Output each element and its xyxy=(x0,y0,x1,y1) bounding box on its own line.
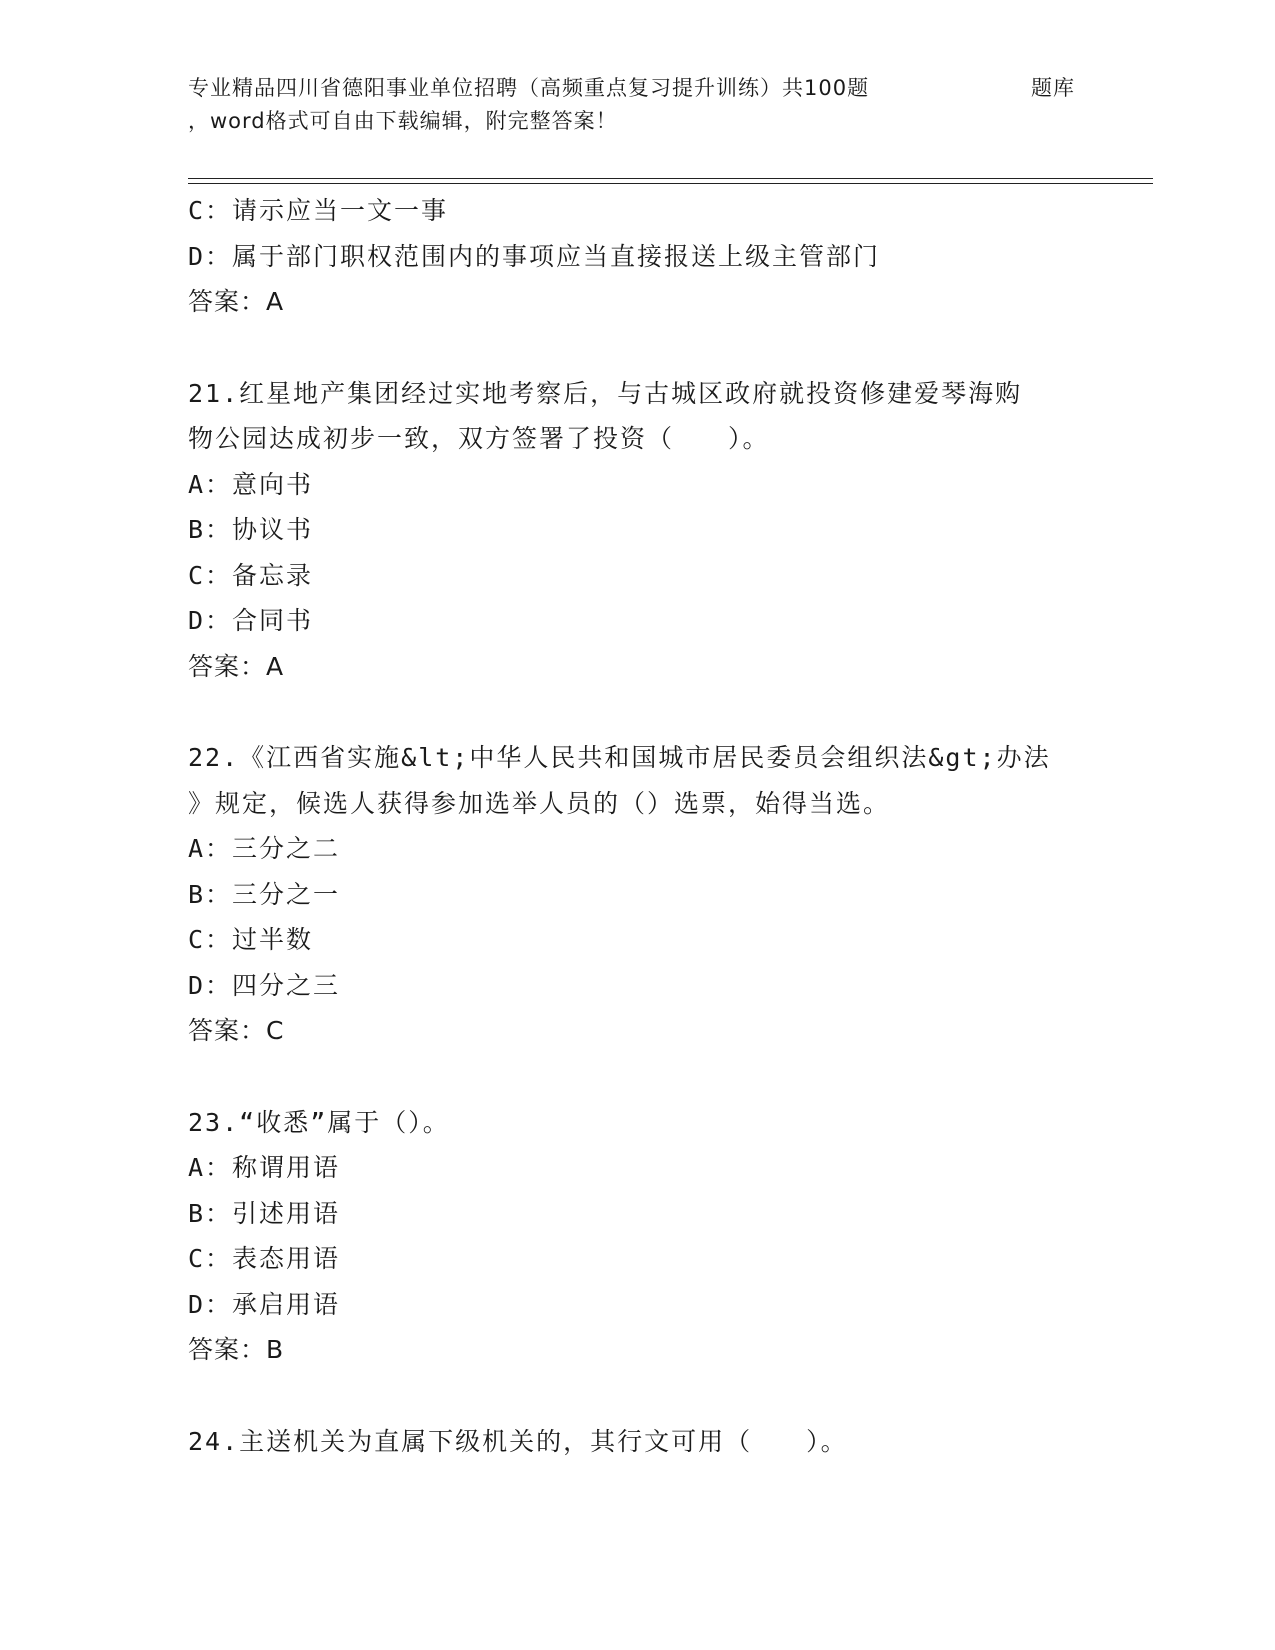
question-text: 23.“收悉”属于（）。 xyxy=(188,1107,450,1137)
option-b: B：三分之一 xyxy=(188,879,341,909)
option-d: D：承启用语 xyxy=(188,1289,341,1319)
option-b: B：引述用语 xyxy=(188,1198,341,1228)
option-c: C：表态用语 xyxy=(188,1244,341,1273)
question-23 xyxy=(188,1100,1088,1373)
answer-line: 答案：B xyxy=(188,1335,285,1364)
option-a: A：意向书 xyxy=(188,469,314,499)
question-24 xyxy=(188,1419,1088,1465)
header-title-line2: ，word格式可自由下载编辑，附完整答案！ xyxy=(188,109,618,133)
option-c: C：备忘录 xyxy=(188,560,314,590)
question-list xyxy=(188,188,1088,1464)
option-a: A：三分之二 xyxy=(188,834,341,863)
question-21 xyxy=(188,371,1088,690)
question-text: 24.主送机关为直属下级机关的，其行文可用（ ）。 xyxy=(188,1426,848,1456)
question-22 xyxy=(188,735,1088,1054)
previous-question-continuation xyxy=(188,188,1088,325)
question-text: 21.红星地产集团经过实地考察后，与古城区政府就投资修建爱琴海购 xyxy=(188,378,1023,408)
header-tag: 题库 xyxy=(1031,76,1075,100)
header-rule-top xyxy=(188,178,1153,179)
question-text: 22.《江西省实施&lt;中华人民共和国城市居民委员会组织法&gt;办法 xyxy=(188,743,1051,772)
option-c: C：请示应当一文一事 xyxy=(188,196,449,225)
header-title: 专业精品四川省德阳事业单位招聘（高频重点复习提升训练）共100题 xyxy=(188,76,870,100)
question-text: 物公园达成初步一致，双方签署了投资（ ）。 xyxy=(188,424,770,453)
answer-line: 答案：A xyxy=(188,651,285,681)
option-d: D：属于部门职权范围内的事项应当直接报送上级主管部门 xyxy=(188,241,881,271)
header-rule-bottom xyxy=(188,183,1153,184)
answer-line: 答案：C xyxy=(188,1016,285,1045)
option-d: D：合同书 xyxy=(188,606,314,635)
question-text: 》规定，候选人获得参加选举人员的（）选票，始得当选。 xyxy=(188,788,891,818)
option-b: B：协议书 xyxy=(188,515,314,544)
option-d: D：四分之三 xyxy=(188,970,341,1000)
answer-line: 答案：A xyxy=(188,287,285,316)
header-title-line1 xyxy=(188,72,1148,105)
option-c: C：过半数 xyxy=(188,925,314,954)
document-header xyxy=(188,72,1148,138)
option-a: A：称谓用语 xyxy=(188,1153,341,1182)
